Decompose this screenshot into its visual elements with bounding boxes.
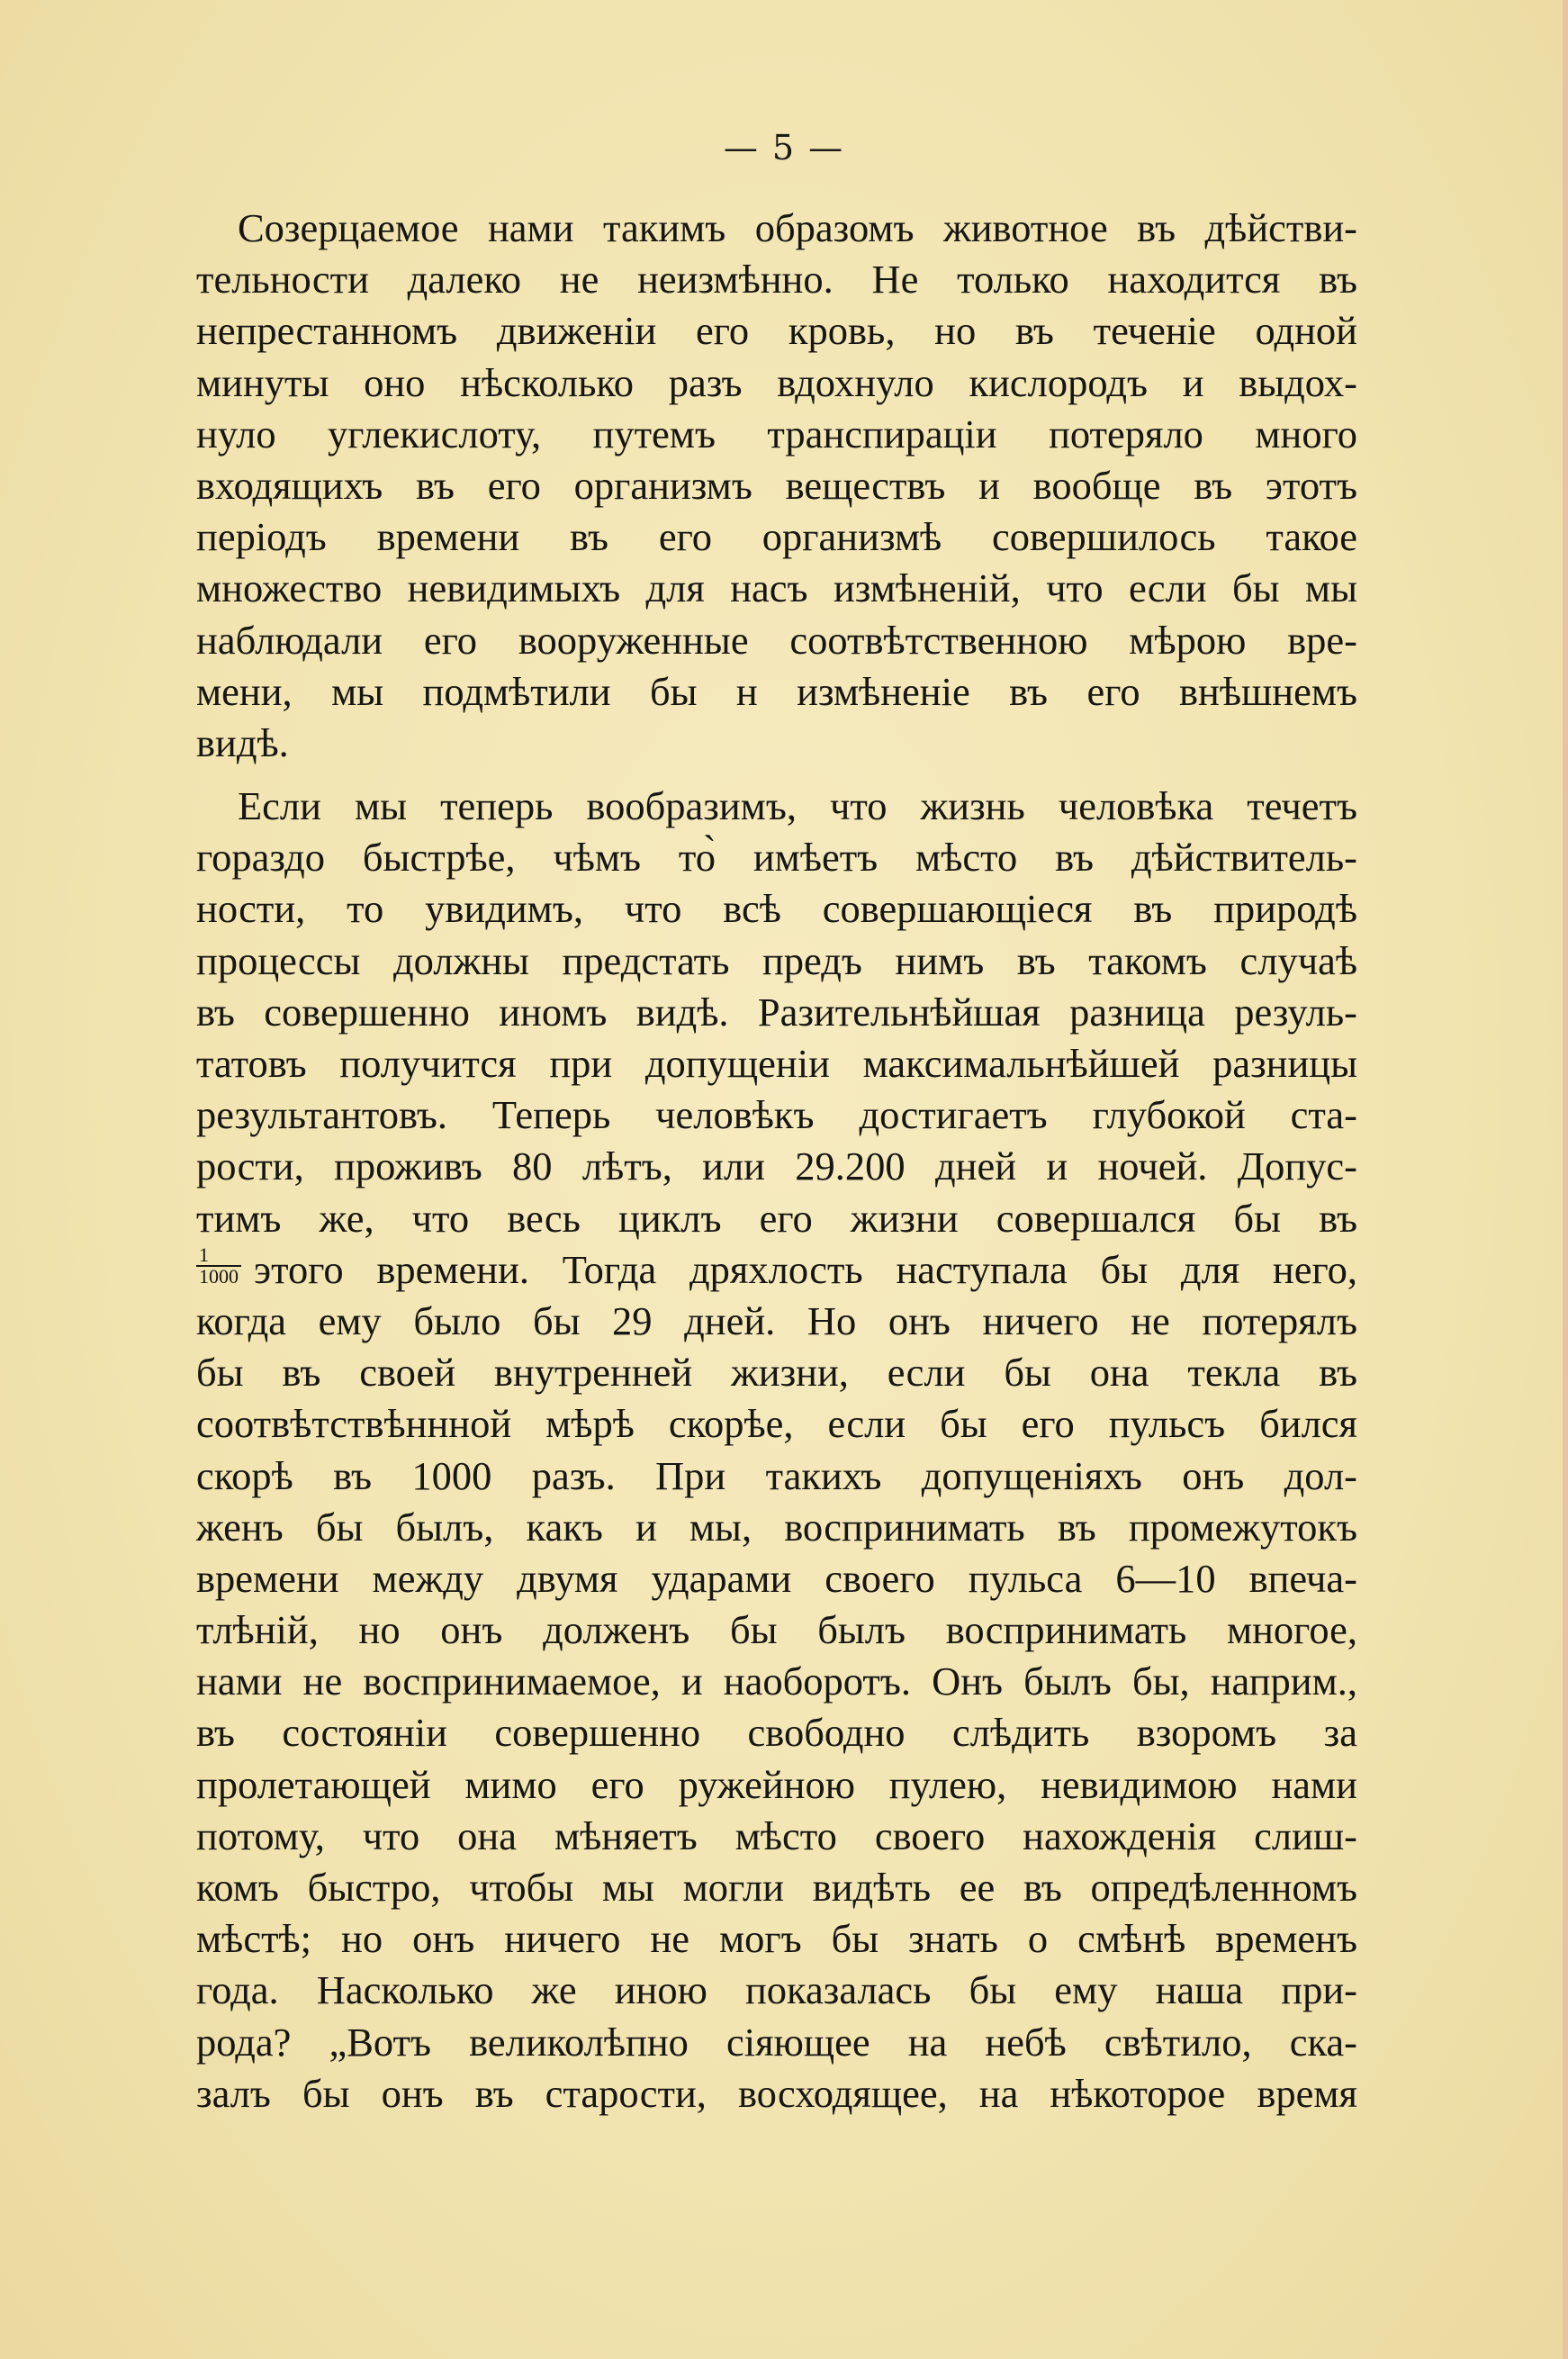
text-line: множество невидимыхъ для насъ измѣненiй, что если бы мы bbox=[196, 565, 1357, 611]
text-line: женъ бы былъ, какъ и мы, воспринимать въ промежутокъ bbox=[196, 1504, 1357, 1550]
text-line: года. Насколько же иною показалась бы ему наша при- bbox=[196, 1967, 1357, 2013]
text-line: когда ему было бы 29 дней. Но онъ ничего не потерялъ bbox=[196, 1297, 1357, 1343]
text-line: скорѣ въ 1000 разъ. При такихъ допущенiяхъ онъ дол- bbox=[196, 1452, 1357, 1498]
text-line-rest: этого времени. Тогда дряхлость наступала бы для него, bbox=[254, 1246, 1357, 1292]
text-line: входящихъ въ его организмъ веществъ и вообще въ этотъ bbox=[196, 462, 1357, 508]
text-line: видѣ. bbox=[196, 719, 289, 765]
body-text bbox=[196, 203, 1357, 2119]
fraction-numerator: 1 bbox=[196, 1245, 241, 1267]
text-line: комъ быстро, чтобы мы могли видѣть ее въ опредѣленномъ bbox=[196, 1865, 1357, 1910]
text-line: результантовъ. Теперь человѣкъ достигаетъ глубокой ста- bbox=[196, 1092, 1357, 1138]
text-line: рода? „Вотъ великолѣпно сiяющее на небѣ свѣтило, ска- bbox=[196, 2019, 1357, 2065]
text-line: въ совершенно иномъ видѣ. Разительнѣйшая разница резуль- bbox=[196, 989, 1357, 1035]
text-line bbox=[196, 1244, 1357, 1296]
text-line: перiодъ времени въ его организмѣ совершилось такое bbox=[196, 514, 1357, 560]
text-line: бы въ своей внутренней жизни, если бы она текла въ bbox=[196, 1350, 1357, 1396]
text-line: рости, проживъ 80 лѣтъ, или 29.200 дней и ночей. Допус- bbox=[196, 1143, 1357, 1189]
text-line: соотвѣтствѣннной мѣрѣ скорѣе, если бы его пульсъ бился bbox=[196, 1401, 1357, 1447]
text-line: въ состоянiи совершенно свободно слѣдить взоромъ за bbox=[196, 1710, 1357, 1756]
text-line: тлѣнiй, но онъ долженъ бы былъ воспринимать многое, bbox=[196, 1607, 1357, 1653]
paragraph-2 bbox=[196, 781, 1357, 2119]
text-line: потому, что она мѣняетъ мѣсто своего нахожденiя слиш- bbox=[196, 1812, 1357, 1858]
text-line: тельности далеко не неизмѣнно. Не только находится въ bbox=[196, 257, 1357, 303]
paragraph-1 bbox=[196, 203, 1357, 769]
text-line: тимъ же, что весь циклъ его жизни совершался бы въ bbox=[196, 1195, 1357, 1241]
text-line: нами не воспринимаемое, и наоборотъ. Онъ былъ бы, наприм., bbox=[196, 1659, 1357, 1704]
text-line: минуты оно нѣсколько разъ вдохнуло кислородъ и выдох- bbox=[196, 359, 1357, 405]
text-line: мени, мы подмѣтили бы н измѣненiе въ его внѣшнемъ bbox=[196, 668, 1357, 714]
text-line: Если мы теперь вообразимъ, что жизнь человѣка течетъ bbox=[238, 783, 1357, 829]
fraction-denominator: 1000 bbox=[199, 1265, 239, 1288]
text-line: гораздо быстрѣе, чѣмъ то̀ имѣетъ мѣсто въ дѣйствитель- bbox=[196, 835, 1357, 881]
fraction bbox=[196, 1245, 241, 1287]
text-line: наблюдали его вооруженные соотвѣтственною мѣрою вре- bbox=[196, 617, 1357, 663]
text-line: залъ бы онъ въ старости, восходящее, на нѣкоторое время bbox=[196, 2070, 1357, 2116]
text-line: мѣстѣ; но онъ ничего не могъ бы знать о смѣнѣ временъ bbox=[196, 1916, 1357, 1962]
text-line: времени между двумя ударами своего пульса 6—10 впеча- bbox=[196, 1555, 1357, 1601]
text-line: татовъ получится при допущенiи максимальнѣйшей разницы bbox=[196, 1041, 1357, 1086]
text-line: непрестанномъ движенiи его кровь, но въ теченiе одной bbox=[196, 308, 1357, 354]
text-line: пролетающей мимо его ружейною пулею, невидимою нами bbox=[196, 1761, 1357, 1807]
text-line: Созерцаемое нами такимъ образомъ животное въ дѣйстви- bbox=[238, 205, 1357, 250]
text-line: процессы должны предстать предъ нимъ въ такомъ случаѣ bbox=[196, 937, 1357, 983]
text-line: нуло углекислоту, путемъ транспирацiи потеряло много bbox=[196, 411, 1357, 456]
page-number: — 5 — bbox=[723, 128, 845, 167]
text-line: ности, то увидимъ, что всѣ совершающiеся въ природѣ bbox=[196, 886, 1357, 932]
